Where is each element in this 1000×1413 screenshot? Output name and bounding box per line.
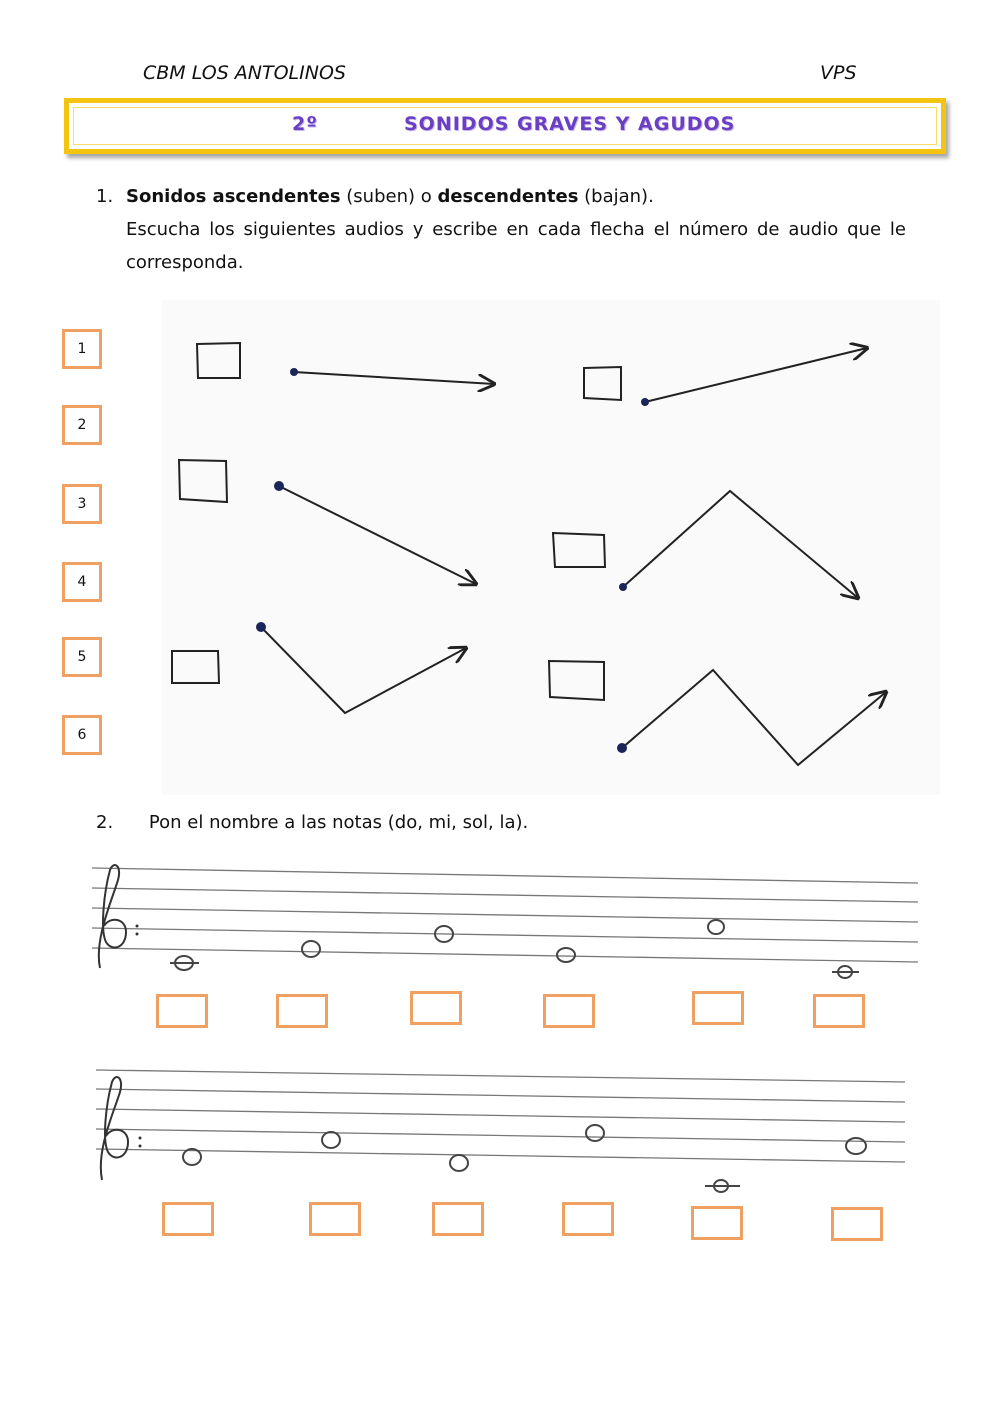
note-answer-input-1[interactable] [156, 994, 208, 1028]
exercise-1-instruction: Escucha los siguientes audios y escribe en cada flecha el número de audio que le corresponda. [126, 219, 906, 273]
audio-5-button[interactable]: 5 [62, 637, 102, 677]
audio-2-button[interactable]: 2 [62, 405, 102, 445]
note-answer-input-4[interactable] [543, 994, 595, 1028]
note-answer-input-8[interactable] [309, 1202, 361, 1236]
audio-1-button[interactable]: 1 [62, 329, 102, 369]
school-name: CBM LOS ANTOLINOS [143, 62, 346, 84]
audio-6-button[interactable]: 6 [62, 715, 102, 755]
arrow-answer-box-6 [549, 661, 604, 700]
note-answer-input-5[interactable] [692, 991, 744, 1025]
arrow-descending [279, 486, 476, 584]
exercise-2-number: 2. [96, 812, 114, 833]
audio-4-button[interactable]: 4 [62, 562, 102, 602]
exercise-2 [96, 806, 528, 839]
treble-clef-icon [101, 1077, 128, 1180]
ascending-label: Sonidos ascendentes [126, 186, 341, 207]
exercise-1-number: 1. [96, 186, 114, 207]
arrow-answer-box-2 [584, 367, 621, 400]
descending-label: descendentes [437, 186, 579, 207]
note-answer-input-2[interactable] [276, 994, 328, 1028]
note-answer-input-11[interactable] [691, 1206, 743, 1240]
arrow-flat [294, 372, 494, 384]
arrow-ascending [645, 348, 867, 402]
arrow-up-down [623, 491, 858, 598]
audio-3-button[interactable]: 3 [62, 484, 102, 524]
note-answer-input-9[interactable] [432, 1202, 484, 1236]
treble-clef-icon [99, 865, 126, 968]
note-answer-input-3[interactable] [410, 991, 462, 1025]
arrow-answer-box-3 [179, 460, 227, 502]
arrow-zigzag [622, 670, 886, 765]
grade-label: 2º [292, 113, 318, 135]
teacher-initials: VPS [820, 62, 857, 84]
note-answer-input-7[interactable] [162, 1202, 214, 1236]
arrow-down-up [261, 627, 466, 713]
arrow-answer-box-1 [197, 343, 240, 378]
title-banner [64, 98, 946, 154]
note-answer-input-6[interactable] [813, 994, 865, 1028]
arrow-answer-box-5 [172, 651, 219, 683]
page-title: SONIDOS GRAVES Y AGUDOS [404, 113, 736, 135]
exercise-1: 1. Sonidos ascendentes (suben) o descendentes (bajan). Escucha los siguientes audios y escribe en cada flecha el número de audio que le corresponda. [96, 180, 906, 279]
arrow-answer-box-4 [553, 533, 605, 567]
exercise-2-instruction: Pon el nombre a las notas (do, mi, sol, la). [148, 812, 529, 833]
note-answer-input-12[interactable] [831, 1207, 883, 1241]
note-answer-input-10[interactable] [562, 1202, 614, 1236]
